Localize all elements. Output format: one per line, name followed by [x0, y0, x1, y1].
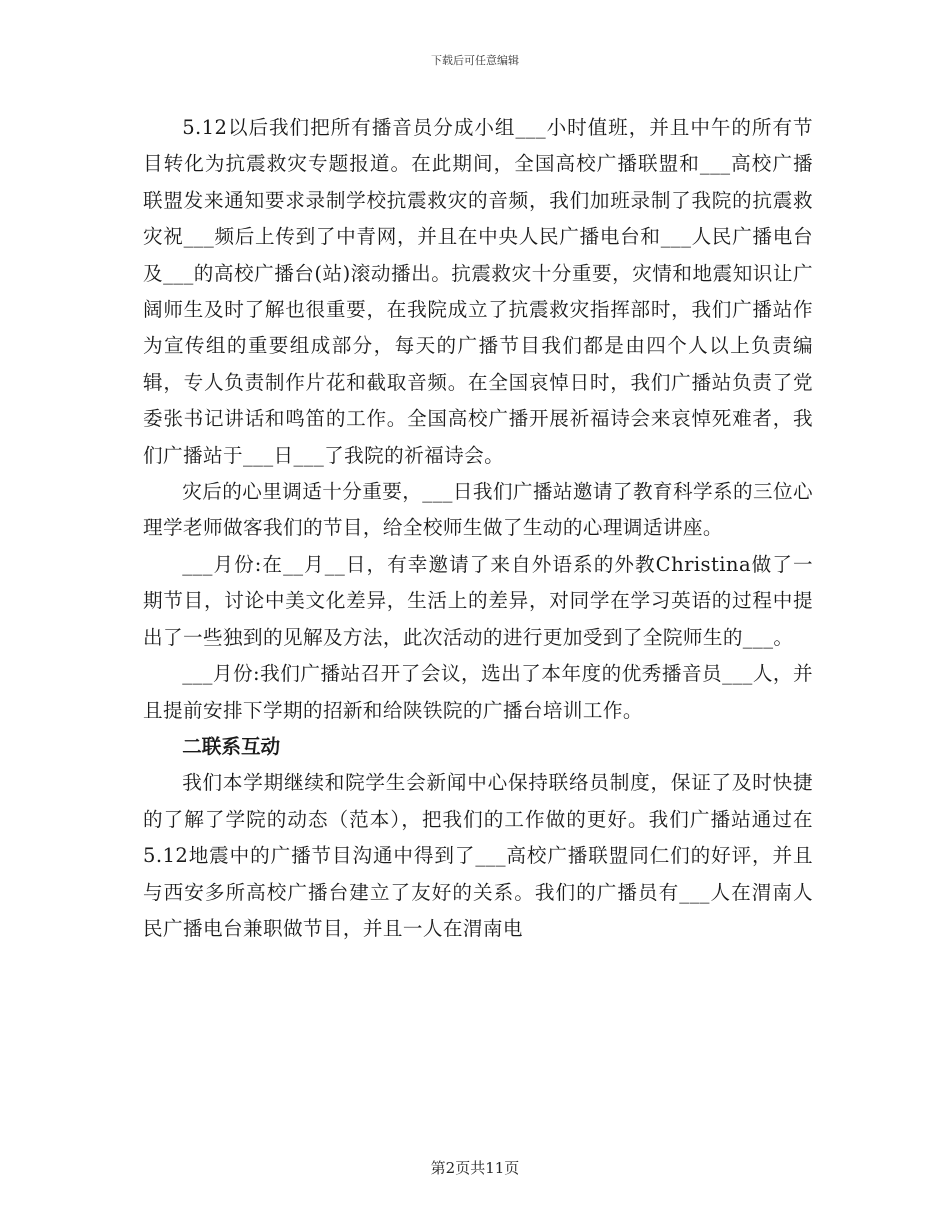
- page-number: 第2页共11页: [430, 1159, 520, 1177]
- document-body: [143, 110, 813, 947]
- paragraph-liaison: 我们本学期继续和院学生会新闻中心保持联络员制度，保证了及时快捷的了解了学院的动态（范本），把我们的工作做的更好。我们广播站通过在5.12地震中的广播节目沟通中得到了___高校广播联盟同仁们的好评，并且与西安多所高校广播台建立了友好的关系。我们的广播员有___人在渭南人民广播电台兼职做节目，并且一人在渭南电: [143, 771, 813, 940]
- section-heading-interaction: 二联系互动: [182, 734, 281, 758]
- paragraph-annual-meeting: ___月份:我们广播站召开了会议，选出了本年度的优秀播音员___人，并且提前安排下学期的招新和给陕铁院的广播台培训工作。: [143, 662, 813, 722]
- paragraph-foreign-teacher: ___月份:在__月__日，有幸邀请了来自外语系的外教Christina做了一期节目，讨论中美文化差异，生活上的差异，对同学在学习英语的过程中提出了一些独到的见解及方法，此次活动的进行更加受到了全院师生的___。: [143, 552, 813, 649]
- paragraph-earthquake-coverage: 5.12以后我们把所有播音员分成小组___小时值班，并且中午的所有节目转化为抗震救灾专题报道。在此期间，全国高校广播联盟和___高校广播联盟发来通知要求录制学校抗震救灾的音频，我们加班录制了我院的抗震救灾祝___频后上传到了中青网，并且在中央人民广播电台和___人民广播电台及___的高校广播台(站)滚动播出。抗震救灾十分重要，灾情和地震知识让广阔师生及时了解也很重要，在我院成立了抗震救灾指挥部时，我们广播站作为宣传组的重要组成部分，每天的广播节目我们都是由四个人以上负责编辑，专人负责制作片花和截取音频。在全国哀悼日时，我们广播站负责了党委张书记讲话和鸣笛的工作。全国高校广播开展祈福诗会来哀悼死难者，我们广播站于___日___了我院的祈福诗会。: [143, 116, 813, 467]
- paragraph-psychology-lecture: 灾后的心里调适十分重要，___日我们广播站邀请了教育科学系的三位心理学老师做客我们的节目，给全校师生做了生动的心理调适讲座。: [143, 480, 813, 540]
- header-note: 下载后可任意编辑: [431, 54, 519, 67]
